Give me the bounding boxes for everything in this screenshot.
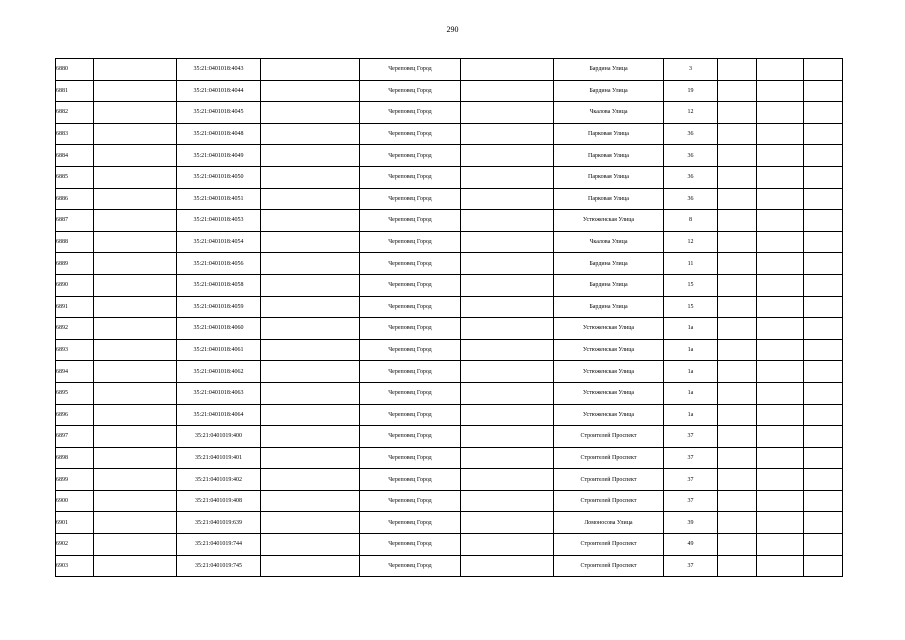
empty-cell [461, 296, 554, 318]
empty-cell [461, 512, 554, 534]
empty-cell [804, 210, 843, 232]
empty-cell [461, 318, 554, 340]
empty-cell [804, 512, 843, 534]
row-number-cell: 6888 [56, 231, 94, 253]
empty-cell [757, 512, 804, 534]
empty-cell [94, 555, 177, 577]
empty-cell [94, 145, 177, 167]
city-cell: Череповец Город [360, 469, 461, 491]
empty-cell [261, 339, 360, 361]
empty-cell [261, 188, 360, 210]
cadastral-number-cell: 35:21:0401018:4061 [177, 339, 261, 361]
empty-cell [757, 274, 804, 296]
cadastral-number-cell: 35:21:0401018:4058 [177, 274, 261, 296]
empty-cell [757, 123, 804, 145]
street-cell: Бардина Улица [554, 274, 664, 296]
cadastral-number-cell: 35:21:0401018:4056 [177, 253, 261, 275]
empty-cell [461, 426, 554, 448]
empty-cell [804, 447, 843, 469]
empty-cell [461, 231, 554, 253]
house-number-cell: 8 [664, 210, 718, 232]
table-row [56, 166, 843, 188]
street-cell: Строителей Проспект [554, 447, 664, 469]
empty-cell [757, 447, 804, 469]
city-cell: Череповец Город [360, 166, 461, 188]
cadastral-number-cell: 35:21:0401019:400 [177, 426, 261, 448]
table-row [56, 447, 843, 469]
city-cell: Череповец Город [360, 555, 461, 577]
house-number-cell: 12 [664, 102, 718, 124]
table-row [56, 80, 843, 102]
street-cell: Устюженская Улица [554, 339, 664, 361]
cadastral-number-cell: 35:21:0401018:4044 [177, 80, 261, 102]
empty-cell [461, 210, 554, 232]
empty-cell [261, 274, 360, 296]
city-cell: Череповец Город [360, 404, 461, 426]
city-cell: Череповец Город [360, 188, 461, 210]
table-row [56, 490, 843, 512]
empty-cell [94, 361, 177, 383]
empty-cell [461, 253, 554, 275]
empty-cell [261, 123, 360, 145]
empty-cell [718, 231, 757, 253]
cadastral-number-cell: 35:21:0401018:4045 [177, 102, 261, 124]
empty-cell [261, 555, 360, 577]
city-cell: Череповец Город [360, 382, 461, 404]
street-cell: Строителей Проспект [554, 490, 664, 512]
empty-cell [718, 59, 757, 81]
cadastral-number-cell: 35:21:0401018:4050 [177, 166, 261, 188]
row-number-cell: 6884 [56, 145, 94, 167]
cadastral-number-cell: 35:21:0401019:744 [177, 534, 261, 556]
empty-cell [261, 534, 360, 556]
empty-cell [718, 274, 757, 296]
street-cell: Строителей Проспект [554, 555, 664, 577]
empty-cell [757, 231, 804, 253]
registry-table-body [56, 59, 843, 577]
empty-cell [94, 80, 177, 102]
house-number-cell: 36 [664, 145, 718, 167]
street-cell: Устюженская Улица [554, 210, 664, 232]
empty-cell [718, 534, 757, 556]
registry-table [55, 58, 843, 577]
empty-cell [261, 318, 360, 340]
empty-cell [804, 274, 843, 296]
row-number-cell: 6886 [56, 188, 94, 210]
table-row [56, 534, 843, 556]
table-row [56, 188, 843, 210]
house-number-cell: 37 [664, 447, 718, 469]
cadastral-number-cell: 35:21:0401018:4062 [177, 361, 261, 383]
cadastral-number-cell: 35:21:0401018:4060 [177, 318, 261, 340]
empty-cell [94, 534, 177, 556]
house-number-cell: 37 [664, 426, 718, 448]
empty-cell [461, 382, 554, 404]
house-number-cell: 36 [664, 166, 718, 188]
cadastral-number-cell: 35:21:0401018:4048 [177, 123, 261, 145]
street-cell: Строителей Проспект [554, 426, 664, 448]
empty-cell [261, 102, 360, 124]
empty-cell [461, 469, 554, 491]
empty-cell [94, 426, 177, 448]
empty-cell [757, 80, 804, 102]
empty-cell [718, 339, 757, 361]
empty-cell [461, 447, 554, 469]
empty-cell [804, 231, 843, 253]
empty-cell [461, 123, 554, 145]
table-row [56, 339, 843, 361]
house-number-cell: 1а [664, 382, 718, 404]
table-row [56, 274, 843, 296]
empty-cell [718, 361, 757, 383]
empty-cell [804, 339, 843, 361]
empty-cell [804, 145, 843, 167]
house-number-cell: 37 [664, 555, 718, 577]
table-row [56, 296, 843, 318]
house-number-cell: 12 [664, 231, 718, 253]
row-number-cell: 6882 [56, 102, 94, 124]
empty-cell [757, 318, 804, 340]
empty-cell [461, 404, 554, 426]
street-cell: Бардина Улица [554, 80, 664, 102]
street-cell: Строителей Проспект [554, 534, 664, 556]
city-cell: Череповец Город [360, 318, 461, 340]
row-number-cell: 6889 [56, 253, 94, 275]
table-row [56, 145, 843, 167]
row-number-cell: 6891 [56, 296, 94, 318]
city-cell: Череповец Город [360, 426, 461, 448]
empty-cell [804, 361, 843, 383]
street-cell: Ломоносова Улица [554, 512, 664, 534]
empty-cell [804, 426, 843, 448]
table-row [56, 361, 843, 383]
empty-cell [757, 296, 804, 318]
house-number-cell: 11 [664, 253, 718, 275]
empty-cell [757, 253, 804, 275]
empty-cell [757, 534, 804, 556]
empty-cell [94, 102, 177, 124]
empty-cell [804, 253, 843, 275]
cadastral-number-cell: 35:21:0401019:639 [177, 512, 261, 534]
empty-cell [804, 188, 843, 210]
empty-cell [804, 318, 843, 340]
table-row [56, 469, 843, 491]
city-cell: Череповец Город [360, 102, 461, 124]
empty-cell [757, 145, 804, 167]
cadastral-number-cell: 35:21:0401018:4064 [177, 404, 261, 426]
empty-cell [757, 339, 804, 361]
cadastral-number-cell: 35:21:0401018:4059 [177, 296, 261, 318]
empty-cell [757, 382, 804, 404]
row-number-cell: 6895 [56, 382, 94, 404]
empty-cell [461, 59, 554, 81]
row-number-cell: 6887 [56, 210, 94, 232]
empty-cell [757, 102, 804, 124]
empty-cell [261, 426, 360, 448]
cadastral-number-cell: 35:21:0401018:4051 [177, 188, 261, 210]
empty-cell [261, 80, 360, 102]
table-row [56, 102, 843, 124]
empty-cell [94, 188, 177, 210]
house-number-cell: 3 [664, 59, 718, 81]
empty-cell [461, 490, 554, 512]
row-number-cell: 6890 [56, 274, 94, 296]
table-row [56, 253, 843, 275]
street-cell: Устюженская Улица [554, 318, 664, 340]
empty-cell [718, 80, 757, 102]
empty-cell [261, 469, 360, 491]
empty-cell [94, 296, 177, 318]
empty-cell [261, 210, 360, 232]
table-row [56, 231, 843, 253]
empty-cell [94, 59, 177, 81]
empty-cell [718, 447, 757, 469]
empty-cell [804, 382, 843, 404]
empty-cell [718, 318, 757, 340]
empty-cell [461, 166, 554, 188]
empty-cell [804, 59, 843, 81]
table-row [56, 210, 843, 232]
empty-cell [757, 210, 804, 232]
empty-cell [718, 296, 757, 318]
empty-cell [757, 426, 804, 448]
house-number-cell: 37 [664, 469, 718, 491]
empty-cell [804, 296, 843, 318]
row-number-cell: 6903 [56, 555, 94, 577]
empty-cell [804, 123, 843, 145]
empty-cell [718, 469, 757, 491]
empty-cell [261, 382, 360, 404]
city-cell: Череповец Город [360, 361, 461, 383]
empty-cell [94, 447, 177, 469]
empty-cell [94, 404, 177, 426]
empty-cell [94, 382, 177, 404]
city-cell: Череповец Город [360, 59, 461, 81]
row-number-cell: 6901 [56, 512, 94, 534]
street-cell: Чкалова Улица [554, 102, 664, 124]
empty-cell [94, 123, 177, 145]
house-number-cell: 1а [664, 339, 718, 361]
city-cell: Череповец Город [360, 274, 461, 296]
empty-cell [718, 166, 757, 188]
table-row [56, 123, 843, 145]
street-cell: Устюженская Улица [554, 382, 664, 404]
empty-cell [94, 231, 177, 253]
row-number-cell: 6881 [56, 80, 94, 102]
empty-cell [261, 361, 360, 383]
house-number-cell: 36 [664, 188, 718, 210]
cadastral-number-cell: 35:21:0401019:408 [177, 490, 261, 512]
city-cell: Череповец Город [360, 534, 461, 556]
table-row [56, 382, 843, 404]
empty-cell [804, 404, 843, 426]
city-cell: Череповец Город [360, 296, 461, 318]
table-row [56, 512, 843, 534]
empty-cell [261, 166, 360, 188]
row-number-cell: 6902 [56, 534, 94, 556]
empty-cell [757, 361, 804, 383]
empty-cell [718, 253, 757, 275]
street-cell: Парковая Улица [554, 188, 664, 210]
empty-cell [757, 555, 804, 577]
empty-cell [804, 469, 843, 491]
house-number-cell: 19 [664, 80, 718, 102]
empty-cell [718, 102, 757, 124]
table-row [56, 404, 843, 426]
empty-cell [804, 80, 843, 102]
row-number-cell: 6894 [56, 361, 94, 383]
empty-cell [261, 145, 360, 167]
empty-cell [461, 145, 554, 167]
cadastral-number-cell: 35:21:0401019:401 [177, 447, 261, 469]
street-cell: Парковая Улица [554, 166, 664, 188]
table-row [56, 555, 843, 577]
empty-cell [461, 555, 554, 577]
empty-cell [461, 102, 554, 124]
city-cell: Череповец Город [360, 80, 461, 102]
city-cell: Череповец Город [360, 490, 461, 512]
street-cell: Парковая Улица [554, 123, 664, 145]
empty-cell [757, 404, 804, 426]
row-number-cell: 6880 [56, 59, 94, 81]
row-number-cell: 6883 [56, 123, 94, 145]
house-number-cell: 15 [664, 296, 718, 318]
empty-cell [804, 555, 843, 577]
empty-cell [718, 145, 757, 167]
row-number-cell: 6896 [56, 404, 94, 426]
row-number-cell: 6900 [56, 490, 94, 512]
empty-cell [261, 296, 360, 318]
street-cell: Бардина Улица [554, 59, 664, 81]
city-cell: Череповец Город [360, 231, 461, 253]
empty-cell [718, 188, 757, 210]
cadastral-number-cell: 35:21:0401018:4053 [177, 210, 261, 232]
row-number-cell: 6899 [56, 469, 94, 491]
empty-cell [757, 490, 804, 512]
table-row [56, 426, 843, 448]
empty-cell [94, 339, 177, 361]
city-cell: Череповец Город [360, 253, 461, 275]
empty-cell [461, 80, 554, 102]
empty-cell [804, 534, 843, 556]
empty-cell [804, 490, 843, 512]
empty-cell [718, 490, 757, 512]
empty-cell [718, 404, 757, 426]
empty-cell [94, 469, 177, 491]
empty-cell [261, 59, 360, 81]
empty-cell [94, 274, 177, 296]
page-number: 290 [446, 25, 459, 34]
city-cell: Череповец Город [360, 145, 461, 167]
empty-cell [718, 512, 757, 534]
empty-cell [718, 123, 757, 145]
empty-cell [94, 210, 177, 232]
empty-cell [261, 490, 360, 512]
row-number-cell: 6893 [56, 339, 94, 361]
street-cell: Строителей Проспект [554, 469, 664, 491]
street-cell: Устюженская Улица [554, 404, 664, 426]
table-row [56, 318, 843, 340]
empty-cell [261, 231, 360, 253]
empty-cell [718, 382, 757, 404]
city-cell: Череповец Город [360, 123, 461, 145]
empty-cell [461, 274, 554, 296]
house-number-cell: 15 [664, 274, 718, 296]
empty-cell [461, 188, 554, 210]
empty-cell [261, 253, 360, 275]
empty-cell [94, 253, 177, 275]
empty-cell [757, 188, 804, 210]
street-cell: Бардина Улица [554, 296, 664, 318]
row-number-cell: 6885 [56, 166, 94, 188]
cadastral-number-cell: 35:21:0401019:745 [177, 555, 261, 577]
empty-cell [757, 166, 804, 188]
city-cell: Череповец Город [360, 512, 461, 534]
row-number-cell: 6892 [56, 318, 94, 340]
empty-cell [718, 426, 757, 448]
street-cell: Парковая Улица [554, 145, 664, 167]
house-number-cell: 39 [664, 512, 718, 534]
cadastral-number-cell: 35:21:0401019:402 [177, 469, 261, 491]
empty-cell [261, 447, 360, 469]
street-cell: Чкалова Улица [554, 231, 664, 253]
house-number-cell: 37 [664, 490, 718, 512]
empty-cell [461, 339, 554, 361]
empty-cell [718, 555, 757, 577]
empty-cell [718, 210, 757, 232]
empty-cell [94, 490, 177, 512]
house-number-cell: 1а [664, 318, 718, 340]
table-row [56, 59, 843, 81]
empty-cell [461, 361, 554, 383]
cadastral-number-cell: 35:21:0401018:4049 [177, 145, 261, 167]
empty-cell [804, 102, 843, 124]
empty-cell [757, 59, 804, 81]
city-cell: Череповец Город [360, 339, 461, 361]
empty-cell [261, 512, 360, 534]
empty-cell [804, 166, 843, 188]
empty-cell [757, 469, 804, 491]
house-number-cell: 49 [664, 534, 718, 556]
street-cell: Бардина Улица [554, 253, 664, 275]
cadastral-number-cell: 35:21:0401018:4054 [177, 231, 261, 253]
empty-cell [94, 318, 177, 340]
row-number-cell: 6897 [56, 426, 94, 448]
cadastral-number-cell: 35:21:0401018:4043 [177, 59, 261, 81]
empty-cell [94, 512, 177, 534]
empty-cell [94, 166, 177, 188]
cadastral-number-cell: 35:21:0401018:4063 [177, 382, 261, 404]
house-number-cell: 1а [664, 404, 718, 426]
house-number-cell: 36 [664, 123, 718, 145]
row-number-cell: 6898 [56, 447, 94, 469]
city-cell: Череповец Город [360, 210, 461, 232]
street-cell: Устюженская Улица [554, 361, 664, 383]
empty-cell [461, 534, 554, 556]
house-number-cell: 1а [664, 361, 718, 383]
empty-cell [261, 404, 360, 426]
city-cell: Череповец Город [360, 447, 461, 469]
